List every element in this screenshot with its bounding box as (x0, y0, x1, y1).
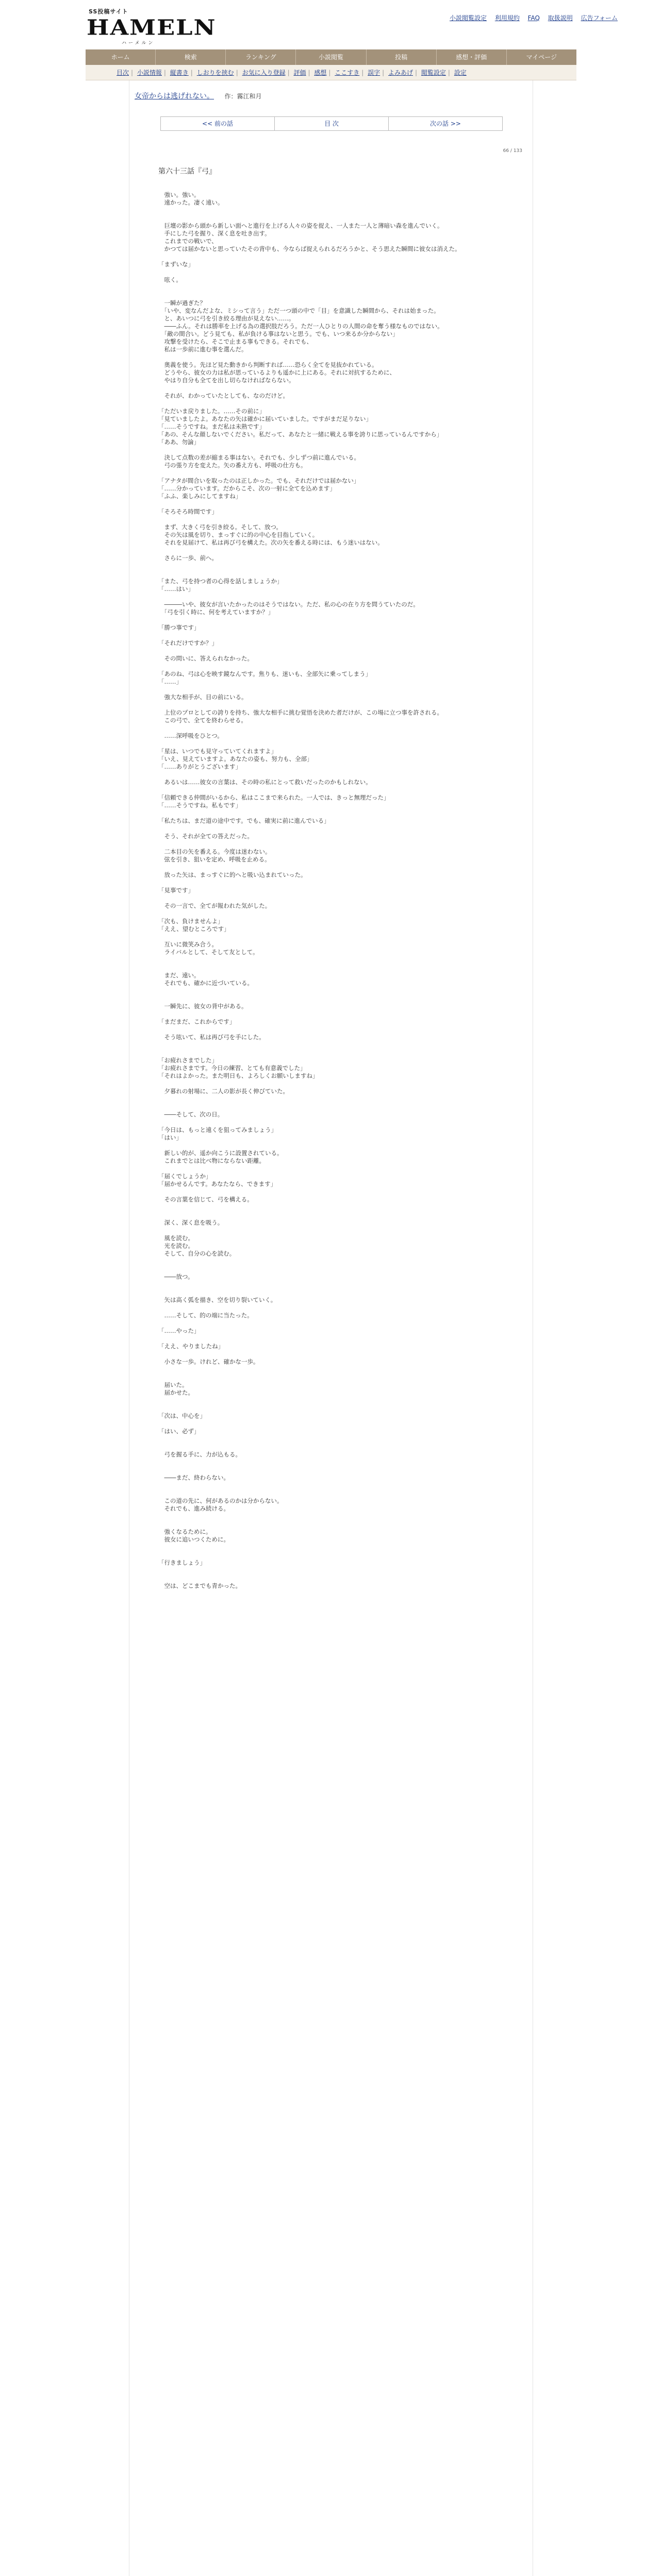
body-paragraph: ――ふん。それは勝率を上げる為の選択肢だろう。ただ一人ひとりの人間の命を奪う様なものではない。 (158, 323, 443, 330)
body-paragraph (158, 562, 509, 570)
body-paragraph: 遠かった。凄く遠い。 (158, 199, 224, 206)
body-paragraph (158, 1443, 509, 1451)
toplink-ad-form[interactable]: 広告フォーム (581, 14, 618, 22)
body-paragraph: 「……ありがとうございます」 (158, 763, 241, 770)
subnav-like[interactable]: ここすき (335, 69, 360, 76)
body-paragraph: 「見ていましたよ。あなたの矢は確かに届いていました。ですがまだ足りない」 (158, 415, 372, 422)
body-paragraph (158, 516, 509, 523)
body-paragraph: 「信頼できる仲間がいるから、私はここまで来られた。一人では、きっと無理だった」 (158, 794, 390, 801)
body-paragraph: 「勝つ事です」 (158, 624, 200, 631)
body-paragraph (158, 894, 509, 902)
novel-title[interactable]: 女帝からは逃げれない。 (135, 92, 214, 100)
body-paragraph: 空は、どこまでも青かった。 (158, 1582, 241, 1589)
body-paragraph (158, 547, 509, 554)
body-paragraph (158, 1026, 509, 1033)
author-label: 作：霧江和月 (224, 93, 262, 100)
body-paragraph (158, 446, 509, 454)
toc-button[interactable]: 目 次 (275, 117, 389, 130)
body-paragraph: 矢は高く弧を描き、空を切り裂いていく。 (158, 1296, 277, 1303)
body-paragraph (158, 724, 509, 732)
body-paragraph: そして、自分の心を読む。 (158, 1250, 236, 1257)
body-paragraph: 弓を握る手に、力が込もる。 (158, 1451, 241, 1458)
body-paragraph (158, 570, 509, 578)
nav-search[interactable]: 検索 (156, 49, 226, 65)
body-paragraph: 「まだまだ、これからです」 (158, 1018, 236, 1025)
body-paragraph (158, 1265, 509, 1273)
body-paragraph: 届かせた。 (158, 1389, 194, 1396)
body-paragraph (158, 1513, 509, 1520)
prev-chapter-button[interactable]: << 前の話 (161, 117, 275, 130)
nav-reviews[interactable]: 感想・評価 (437, 49, 507, 65)
nav-home[interactable]: ホーム (86, 49, 156, 65)
body-paragraph: あるいは……彼女の言葉は、その時の私にとって救いだったのかもしれない。 (158, 778, 372, 786)
next-chapter-button[interactable]: 次の話 >> (389, 117, 502, 130)
body-paragraph: 「それだけですか？」 (158, 639, 218, 647)
body-paragraph (158, 686, 509, 693)
subnav-typo[interactable]: 誤字 (368, 69, 380, 76)
body-paragraph (158, 956, 509, 964)
body-paragraph: 「私たちは、まだ道の途中です。でも、確実に前に進んでいる」 (158, 817, 330, 824)
body-paragraph (158, 593, 509, 601)
body-paragraph (158, 1080, 509, 1088)
body-paragraph (158, 1258, 509, 1265)
body-paragraph: 「ただいま戻りました。……その前に」 (158, 408, 265, 415)
body-paragraph (158, 268, 509, 276)
subnav-view-settings[interactable]: 閲覧設定 (421, 69, 446, 76)
body-paragraph: 「お疲れさまでした」 (158, 1057, 218, 1064)
body-paragraph (158, 933, 509, 941)
body-paragraph: それを見届けて、私は再び弓を構えた。次の矢を番える時には、もう迷いはない。 (158, 539, 384, 546)
body-paragraph: 強くなるために。 (158, 1528, 212, 1535)
body-paragraph (158, 879, 509, 887)
body-paragraph: 二本目の矢を番える。今度は迷わない。 (158, 848, 271, 855)
body-paragraph (158, 1350, 509, 1358)
nav-reading[interactable]: 小説閲覧 (296, 49, 366, 65)
body-paragraph (158, 1520, 509, 1528)
body-paragraph (158, 1335, 509, 1343)
body-paragraph: 小さな一歩。けれど、確かな一歩。 (158, 1358, 259, 1365)
body-paragraph: 「お疲れさまです。今日の練習、とても有意義でした」 (158, 1064, 306, 1072)
body-paragraph (158, 840, 509, 848)
body-paragraph (158, 1095, 509, 1103)
body-paragraph (158, 1544, 509, 1551)
body-paragraph: 弓の張り方を変えた。矢の番え方も、呼吸の仕方も。 (158, 462, 307, 469)
body-paragraph (158, 1420, 509, 1428)
body-paragraph: 「……そうですね。私もです」 (158, 802, 241, 809)
body-paragraph (158, 1459, 509, 1466)
toplink-manual[interactable]: 取扱説明 (548, 14, 573, 22)
body-paragraph: それでも、確かに近づいている。 (158, 979, 253, 987)
body-paragraph: 互いに微笑み合う。 (158, 941, 218, 948)
body-paragraph: 深く、深く息を吸う。 (158, 1219, 224, 1226)
body-paragraph (158, 207, 509, 214)
body-paragraph (158, 825, 509, 833)
logo-kana: ハーメルン (122, 41, 155, 46)
body-paragraph (158, 647, 509, 655)
body-paragraph: 新しい的が、遥か向こうに設置されている。 (158, 1149, 283, 1157)
body-paragraph (158, 701, 509, 709)
novel-content (129, 80, 533, 2576)
subnav-info[interactable]: 小説情報 (137, 69, 162, 76)
body-paragraph (158, 1397, 509, 1404)
body-paragraph (158, 809, 509, 817)
body-paragraph: これまでの戦いで、 (158, 238, 218, 245)
body-paragraph: かつては届かないと思っていたその背中も、今ならば捉えられるだろうかと、そう思えた瞬間に彼女は消えた。 (158, 245, 461, 252)
body-paragraph: その言葉を信じて、弓を構える。 (158, 1196, 253, 1203)
chapter-body (158, 183, 509, 1590)
body-paragraph (158, 353, 509, 361)
body-paragraph: 「あのね、弓は心を映す鏡なんです。焦りも、迷いも、全部矢に乗ってしまう」 (158, 670, 372, 677)
body-paragraph: 「……分かっています。だからこそ、次の一射に全てを込めます」 (158, 485, 336, 492)
body-paragraph (158, 1574, 509, 1582)
subnav-bookmark[interactable]: しおりを挟む (196, 69, 234, 76)
body-paragraph: 「ええ、望むところです」 (158, 925, 230, 933)
body-paragraph: 「いえ、見えていますよ。あなたの姿も、努力も、全部」 (158, 755, 313, 762)
novel-header (135, 91, 261, 101)
body-paragraph (158, 1551, 509, 1559)
site-header (0, 0, 662, 49)
body-paragraph (158, 1010, 509, 1018)
body-paragraph: 一瞬が過ぎた？ (158, 299, 206, 307)
top-links (443, 13, 618, 22)
logo-tagline: SS投稿サイト (89, 8, 128, 15)
body-paragraph (158, 964, 509, 972)
body-paragraph: これまでとは比べ物にならない距離。 (158, 1157, 265, 1164)
chapter-title: 第六十三話『弓』 (158, 167, 216, 176)
body-paragraph (158, 1404, 509, 1412)
body-paragraph (158, 1049, 509, 1057)
subnav-vertical[interactable]: 縦書き (170, 69, 189, 76)
body-paragraph: 「また、弓を持つ者の心得を話しましょうか」 (158, 578, 283, 585)
body-paragraph (158, 1304, 509, 1312)
body-paragraph: 「弓を引く時に、何を考えていますか？」 (158, 608, 274, 616)
body-paragraph: 光を読む。 (158, 1242, 194, 1249)
body-paragraph: ……そして、的の端に当たった。 (158, 1312, 253, 1319)
body-paragraph: さらに一歩、前へ。 (158, 554, 218, 562)
body-paragraph (158, 1211, 509, 1219)
body-paragraph: 一瞬先に、彼女の背中がある。 (158, 1003, 247, 1010)
body-paragraph (158, 1204, 509, 1211)
body-paragraph (158, 1489, 509, 1497)
body-paragraph: 「はい」 (158, 1134, 182, 1141)
body-paragraph: 届いた。 (158, 1381, 188, 1388)
body-paragraph (158, 786, 509, 794)
body-paragraph: 「次も、負けませんよ」 (158, 918, 224, 925)
body-paragraph: と、あいつに弓を引き絞る理由が見えない……。 (158, 315, 295, 322)
body-paragraph: それでも、進み続ける。 (158, 1505, 229, 1512)
body-paragraph: 風を読む。 (158, 1234, 194, 1242)
body-paragraph: 奥義を使う。先ほど見た動きから判断すれば……恐らく全てを見抜かれている。 (158, 361, 378, 368)
subnav-rate[interactable]: 評価 (293, 69, 306, 76)
body-paragraph: 強大な相手が、目の前にいる。 (158, 693, 247, 701)
body-paragraph (158, 1435, 509, 1443)
body-paragraph (158, 214, 509, 222)
body-paragraph: 「あの、そんな顔しないでください。私だって、あなたと一緒に戦える事を誇りに思っているんですから」 (158, 431, 443, 438)
body-paragraph (158, 995, 509, 1003)
body-paragraph: 「届かせるんです。あなたなら、できます」 (158, 1180, 277, 1188)
body-paragraph: この弓で、全てを終わらせる。 (158, 717, 247, 724)
body-paragraph: その矢は風を切り、まっすぐに的の中心を目指していく。 (158, 531, 319, 538)
body-paragraph (158, 1319, 509, 1327)
subnav-settings[interactable]: 設定 (454, 69, 467, 76)
page-count: 66 / 133 (503, 148, 522, 154)
main-nav (86, 49, 576, 65)
body-paragraph (158, 663, 509, 670)
body-paragraph (158, 771, 509, 778)
body-paragraph: 強い。強い。 (158, 191, 200, 198)
body-paragraph (158, 910, 509, 918)
body-paragraph (158, 469, 509, 477)
body-paragraph: そう呟いて、私は再び弓を手にした。 (158, 1033, 265, 1041)
body-paragraph (158, 632, 509, 639)
body-paragraph: それが、わかっていたとしても、なのだけど。 (158, 392, 289, 399)
body-paragraph (158, 253, 509, 261)
body-paragraph (158, 284, 509, 292)
body-paragraph: そう、それが全ての答えだった。 (158, 833, 253, 840)
nav-mypage[interactable]: マイページ (526, 54, 557, 61)
toplink-reader-settings[interactable]: 小説閲覧設定 (449, 14, 487, 22)
toplink-terms[interactable]: 利用規約 (494, 14, 520, 22)
toplink-faq[interactable]: FAQ (527, 14, 540, 22)
novel-subnav: 目次 | 小説情報 | 縦書き | しおりを挟む | お気に入り登録 | 評価 | 感想 | ここすき | 誤字 | よみあげ | 閲覧設定 | 設定 (86, 65, 576, 80)
body-paragraph (158, 500, 509, 508)
body-paragraph: その問いに、答えられなかった。 (158, 655, 253, 662)
body-paragraph: 「……そうですね。まだ私は未熟です」 (158, 423, 265, 430)
body-paragraph: 「そろそろ時間です」 (158, 508, 218, 515)
body-paragraph: 「今日は、もっと遠くを狙ってみましょう」 (158, 1126, 277, 1133)
body-paragraph: 私は一歩前に進む事を選んだ。 (158, 346, 247, 353)
subnav-read-aloud[interactable]: よみあげ (388, 69, 413, 76)
body-paragraph: 「ああ、勿論」 (158, 438, 200, 446)
body-paragraph: 「……はい」 (158, 585, 194, 592)
body-paragraph (158, 1142, 509, 1149)
body-paragraph (158, 1366, 509, 1374)
body-paragraph: 巨壇の影から頭から新しい面へと進行を上げる人々の姿を捉え、一人また一人と薄暗い森を進んでいく。 (158, 222, 443, 229)
body-paragraph: 放った矢は、まっすぐに的へと吸い込まれていった。 (158, 871, 307, 878)
body-paragraph (158, 183, 509, 191)
subnav-toc[interactable]: 目次 (117, 69, 129, 76)
body-paragraph: まず、大きく弓を引き絞る。そして、放つ。 (158, 523, 282, 531)
body-paragraph: 「まずいな」 (158, 261, 194, 268)
body-paragraph: 「行きましょう」 (158, 1559, 206, 1566)
body-paragraph: 「はい、必ず」 (158, 1428, 200, 1435)
body-paragraph (158, 1103, 509, 1111)
body-paragraph: 「次は、中心を」 (158, 1412, 206, 1419)
body-paragraph (158, 384, 509, 392)
body-paragraph: 「ふふ、楽しみにしてますね」 (158, 493, 242, 500)
body-paragraph (158, 1482, 509, 1489)
nav-post[interactable]: 投稿 (367, 49, 437, 65)
body-paragraph (158, 1165, 509, 1173)
body-paragraph (158, 740, 509, 748)
body-paragraph: 彼女に追いつくために。 (158, 1536, 229, 1543)
body-paragraph: 弦を引き、狙いを定め、呼吸を止める。 (158, 856, 271, 863)
body-paragraph: ライバルとして、そして友として。 (158, 948, 259, 956)
body-paragraph: ――そして、次の日。 (158, 1111, 224, 1118)
body-paragraph (158, 1567, 509, 1574)
body-paragraph (158, 1188, 509, 1196)
subnav-favorite[interactable]: お気に入り登録 (242, 69, 286, 76)
body-paragraph: 手にした弓を握り、深く息を吐き出す。 (158, 230, 271, 237)
body-paragraph: 「届くでしょうか」 (158, 1173, 212, 1180)
body-paragraph: どうやら、彼女の力は私が思っているよりも遥かに上にある。それに対抗するために、 (158, 369, 395, 376)
body-paragraph: ―――いや、彼女が言いたかったのはそうではない。ただ、私の心の在り方を問うていたのだ。 (158, 601, 419, 608)
body-paragraph: 「敵の間合い。どう見ても、私が負ける事はないと思う。でも、いつ来るか分からない」 (158, 330, 399, 337)
body-paragraph: 上位のプロとしての誇りを持ち、強大な相手に挑む覚悟を決めた者だけが、この場に立つ事を許される。 (158, 709, 443, 716)
body-paragraph: 「星は、いつでも見守っていてくれますよ」 (158, 748, 277, 755)
body-paragraph: ――まだ、終わらない。 (158, 1474, 229, 1481)
body-paragraph: 夕暮れの射場に、二人の影が長く伸びていた。 (158, 1088, 289, 1095)
subnav-review[interactable]: 感想 (314, 69, 327, 76)
body-paragraph (158, 987, 509, 995)
body-paragraph: その一言で、全てが報われた気がした。 (158, 902, 271, 909)
body-paragraph (158, 1281, 509, 1289)
body-paragraph: ――放つ。 (158, 1273, 194, 1280)
body-paragraph (158, 1227, 509, 1234)
body-paragraph (158, 400, 509, 408)
body-paragraph: やはり自分も全てを出し切らなければならない。 (158, 377, 295, 384)
site-logo[interactable] (86, 3, 217, 46)
body-paragraph: 攻撃を受けたら、そこで止まる事もできる。それでも、 (158, 338, 312, 345)
body-paragraph (158, 1118, 509, 1126)
body-paragraph: 呟く。 (158, 276, 182, 283)
body-paragraph (158, 1041, 509, 1049)
body-paragraph: 「いや、変なんだよな、ミシって言う」ただ一つ頭の中で「目」を意識した瞬間から、それは始まった。 (158, 307, 440, 314)
body-paragraph (158, 616, 509, 624)
body-paragraph: 「見事です」 (158, 887, 194, 894)
body-paragraph: 「……」 (158, 678, 182, 685)
nav-ranking[interactable]: ランキング (226, 49, 296, 65)
chapter-pager (160, 116, 503, 131)
body-paragraph: 「アナタが間合いを取ったのは正しかった。でも、それだけでは届かない」 (158, 477, 360, 484)
body-paragraph: 「ええ、やりましたね」 (158, 1343, 224, 1350)
body-paragraph: まだ、遠い。 (158, 972, 200, 979)
body-paragraph (158, 1289, 509, 1296)
body-paragraph: 「それはよかった。また明日も、よろしくお願いしますね」 (158, 1072, 319, 1079)
body-paragraph (158, 1466, 509, 1474)
body-paragraph: ……深呼吸をひとつ。 (158, 732, 223, 739)
body-paragraph (158, 863, 509, 871)
body-paragraph: この道の先に、何があるのかは分からない。 (158, 1497, 283, 1504)
body-paragraph: 決して点数の差が縮まる事はない。それでも、少しずつ前に進んでいる。 (158, 454, 360, 461)
body-paragraph (158, 1374, 509, 1381)
body-paragraph (158, 292, 509, 299)
body-paragraph: 「……やった」 (158, 1327, 200, 1334)
logo-name: HAMELN (87, 14, 217, 40)
